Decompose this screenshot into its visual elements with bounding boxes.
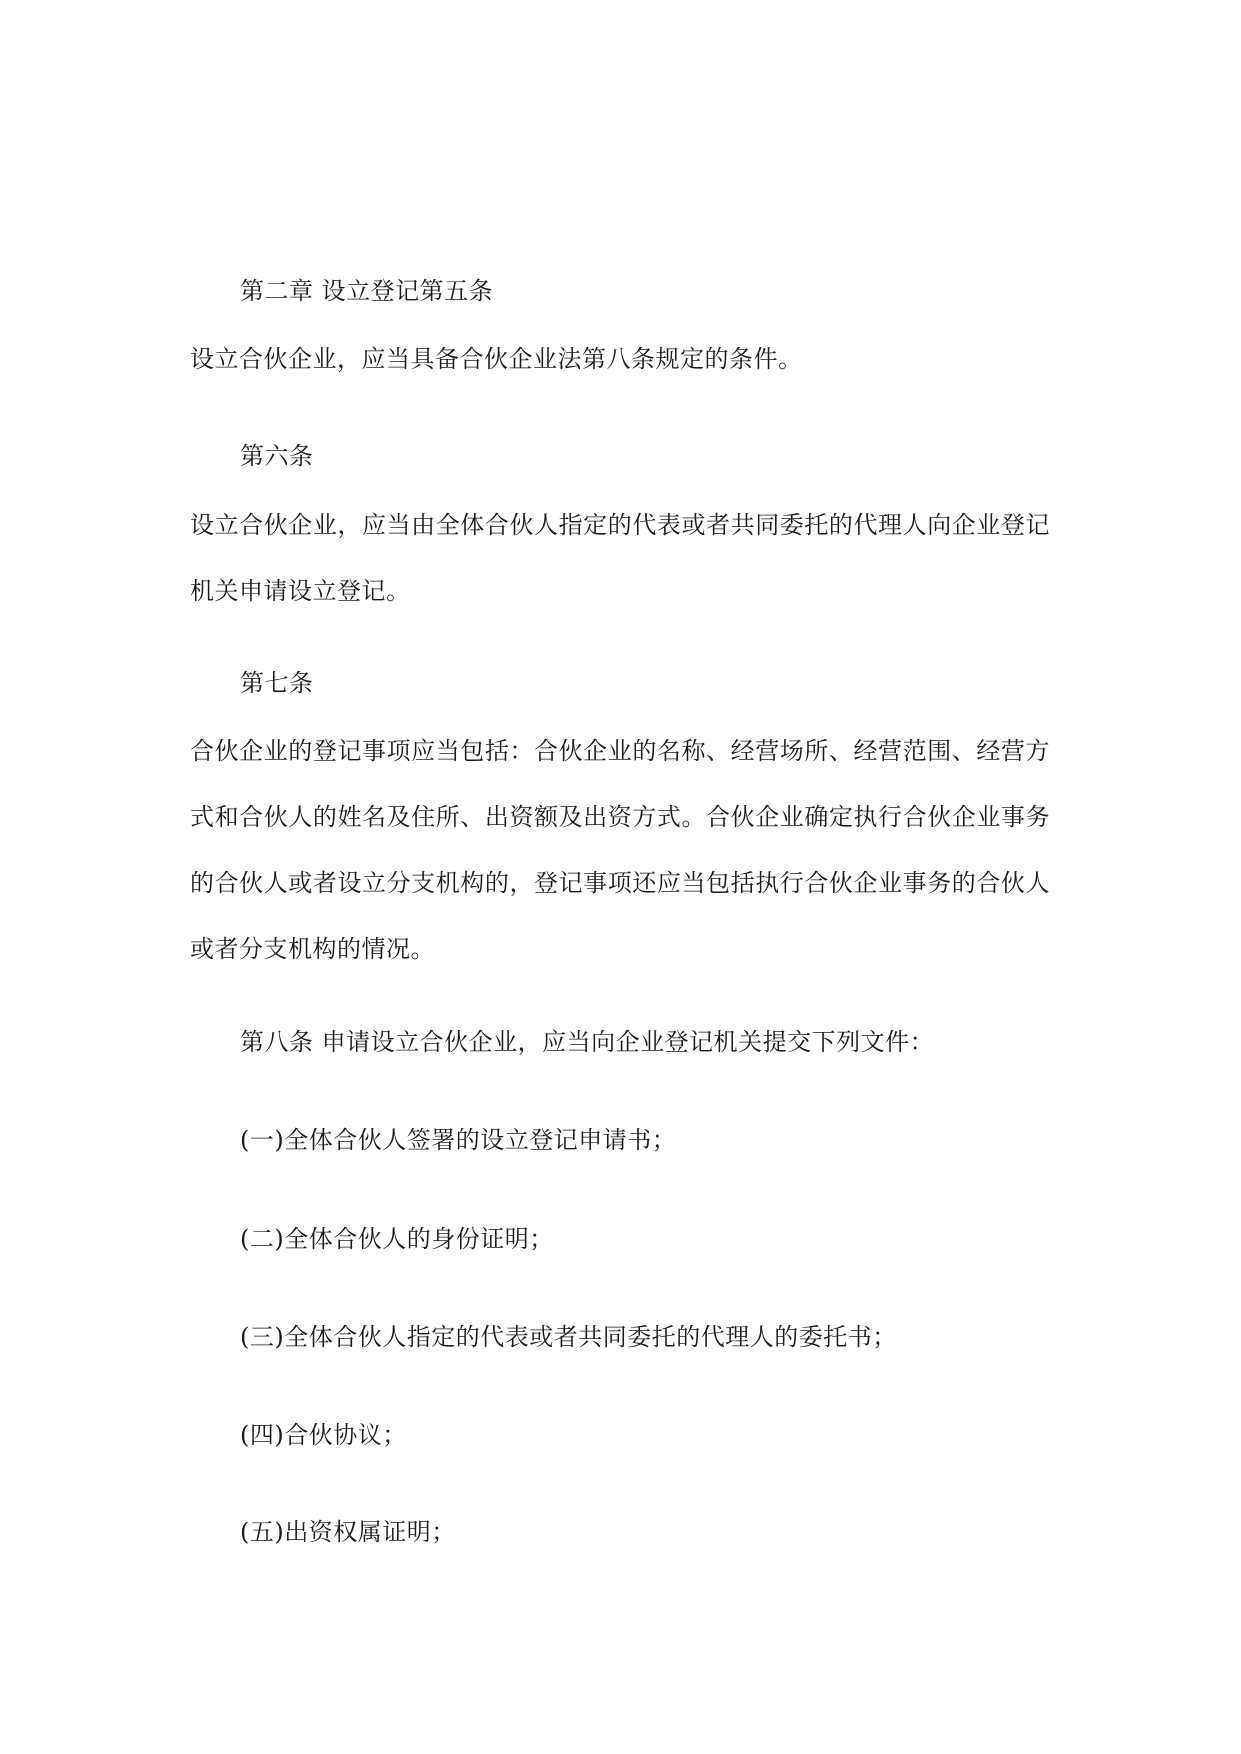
chapter-heading: 第二章 设立登记第五条	[240, 277, 494, 305]
article-6-heading: 第六条	[240, 442, 314, 470]
list-item: (二)全体合伙人的身份证明；	[240, 1225, 554, 1253]
list-item: (五)出资权属证明；	[240, 1518, 456, 1546]
list-item: (四)合伙协议；	[240, 1421, 407, 1449]
article-7-heading: 第七条	[240, 669, 314, 697]
article-5-text: 设立合伙企业，应当具备合伙企业法第八条规定的条件。	[190, 345, 803, 373]
article-7-text: 合伙企业的登记事项应当包括：合伙企业的名称、经营场所、经营范围、经营方式和合伙人的姓名及住所、出资额及出资方式。合伙企业确定执行合伙企业事务的合伙人或者设立分支机构的，登记事项还应当包括执行合伙企业事务的合伙人或者分支机构的情况。	[190, 737, 1050, 963]
list-item: (一)全体合伙人签署的设立登记申请书；	[240, 1126, 677, 1154]
article-6-text: 设立合伙企业，应当由全体合伙人指定的代表或者共同委托的代理人向企业登记机关申请设立登记。	[190, 511, 1050, 605]
article-8-heading: 第八条 申请设立合伙企业，应当向企业登记机关提交下列文件：	[240, 1028, 935, 1056]
list-item: (三)全体合伙人指定的代表或者共同委托的代理人的委托书；	[240, 1323, 897, 1351]
